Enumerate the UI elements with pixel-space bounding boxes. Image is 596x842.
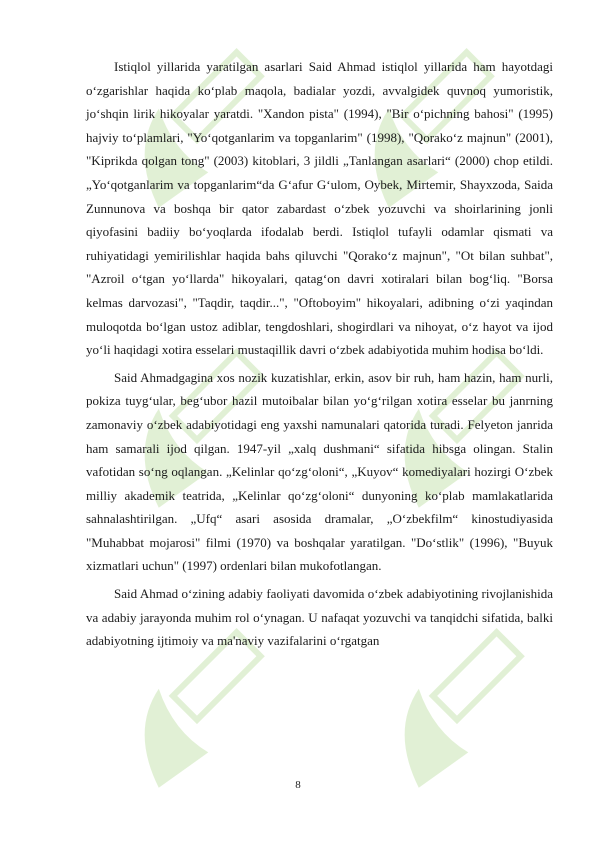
document-body — [86, 55, 553, 653]
paragraph-independence-works: Istiqlol yillarida yaratilgan asarlari Said Ahmad istiqlol yillarida ham hayotdagi o‘zgarishlar haqida ko‘plab maqola, badialar yozdi, avvalgidek quvnoq yumoristik, jo‘shqin lirik hikoyalar yaratdi. "Xandon pista" (1994), "Bir o‘pichning bahosi" (1995) hajviy to‘plamlari, "Yo‘qotganlarim va topganlarim" (1998), "Qorako‘z majnun" (2001), "Kiprikda qolgan tong" (2003) kitoblari, 3 jildli „Tanlangan asarlari“ (2000) chop etildi. „Yo‘qotganlarim va topganlarim“da G‘afur G‘ulom, Oybek, Mirtemir, Shayxzoda, Saida Zunnunova va boshqa bir qator zabardast o‘zbek yozuvchi va shoirlarining jonli qiyofasini badiiy bo‘yoqlarda ifodalab berdi. Istiqlol tufayli odamlar qismati va ruhiyatidagi yemirilishlar haqida bahs qiluvchi "Qorako‘z majnun", "Ot bilan suhbat", "Azroil o‘tgan yo‘llarda" hikoyalari, qatag‘on davri xotiralari bilan bog‘liq. "Borsa kelmas darvozasi", "Taqdir, taqdir...", "Oftoboyim" hikoyalari, adibning o‘zi yaqindan muloqotda bo‘lgan ustoz adiblar, tengdoshlari, shogirdlari va nihoyat, o‘z hayot va ijod yo‘li haqidagi xotira esselari mustaqillik davri o‘zbek adabiyotida muhim hodisa bo‘ldi. — [86, 59, 553, 358]
page-number: 8 — [295, 779, 301, 791]
paragraph-memoir-essays: Said Ahmadgagina xos nozik kuzatishlar, erkin, asov bir ruh, ham hazin, ham nurli, pokiza tuyg‘ular, beg‘ubor hazil mutoibalar bilan yo‘g‘rilgan xotira esselar bu janrning zamonaviy o‘zbek adabiyotidagi eng yaxshi namunalari qatorida turadi. Felyeton janrida ham samarali ijod qilgan. 1947-yil „xalq dushmani“ sifatida hibsga olingan. Stalin vafotidan so‘ng oqlangan. „Kelinlar qo‘zg‘oloni“, „Kuyov“ komediyalari hozirgi O‘zbek milliy akademik teatrida, „Kelinlar qo‘zg‘oloni“ dunyoning ko‘plab mamlakatlarida sahnalashtirilgan. „Ufq“ asari asosida dramalar, „O‘zbekfilm“ kinostudiyasida "Muhabbat mojarosi" filmi (1970) va boshqalar yaratilgan. "Do‘stlik" (1996), "Buyuk xizmatlari uchun" (1997) ordenlari bilan mukofotlangan. — [86, 369, 553, 574]
paragraph-literary-activity: Said Ahmad o‘zining adabiy faoliyati davomida o‘zbek adabiyotining rivojlanishida va adabiy jarayonda muhim rol o‘ynagan. U nafaqat yozuvchi va tanqidchi sifatida, balki adabiyotning ijtimoiy va ma'naviy vazifalarini o‘rgatgan — [86, 586, 553, 649]
